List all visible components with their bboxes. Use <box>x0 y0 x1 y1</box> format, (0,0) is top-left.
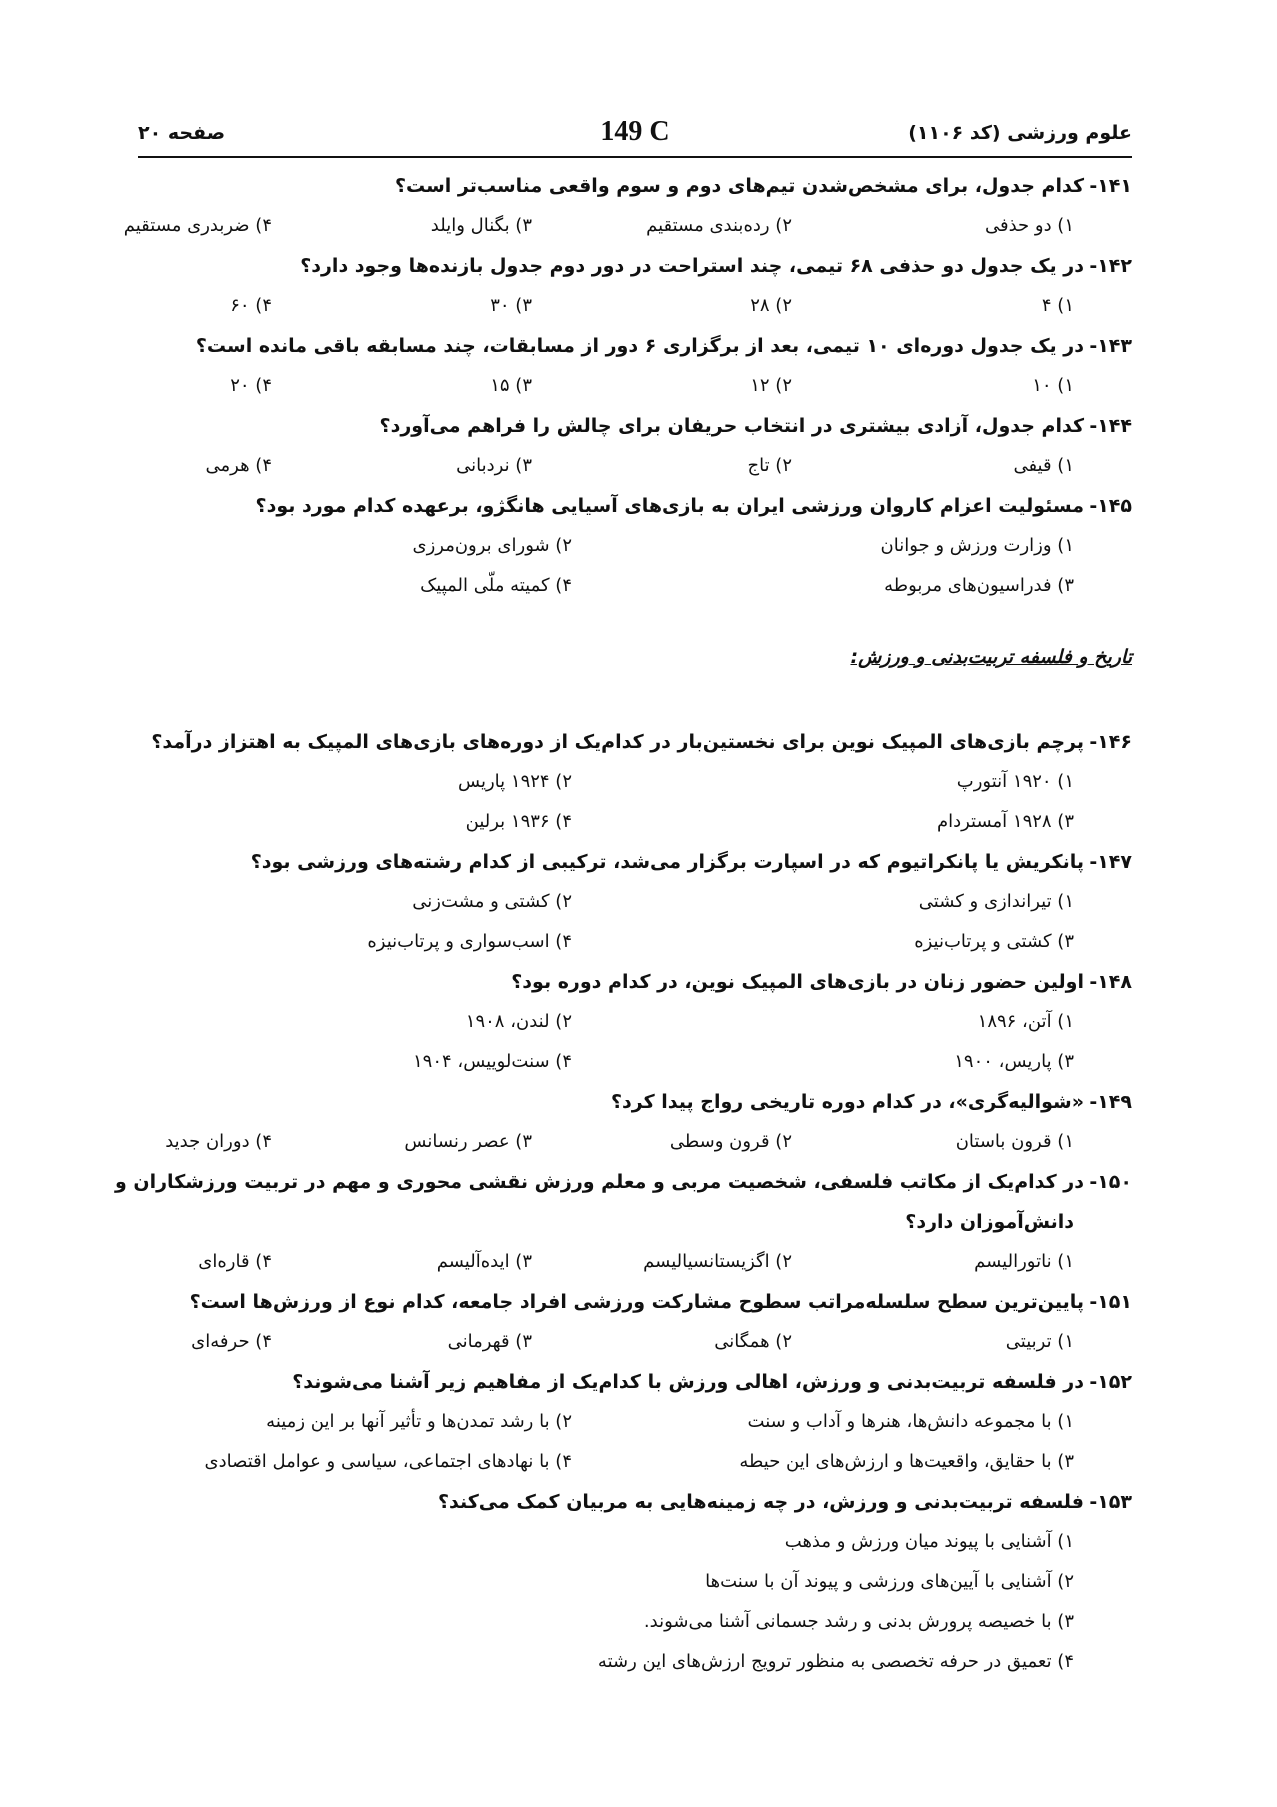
option-2: ۲) ۲۸ <box>750 295 792 316</box>
question-text: در فلسفه تربیت‌بدنی و ورزش، اهالی ورزش با کدام‌یک از مفاهیم زیر آشنا می‌شوند؟ <box>292 1371 1084 1393</box>
option-1: ۱) ۴ <box>1041 295 1074 316</box>
question-text: در یک جدول دوره‌ای ۱۰ تیمی، بعد از برگزاری ۶ دور از مسابقات، چند مسابقه باقی مانده است؟ <box>195 335 1084 357</box>
option-2: ۲) تاج <box>747 455 792 476</box>
question-text-continued: دانش‌آموزان دارد؟ <box>905 1211 1074 1233</box>
option-4: ۴) اسب‌سواری و پرتاب‌نیزه <box>367 931 572 952</box>
question-147 <box>120 842 1132 962</box>
options-row <box>120 526 1132 566</box>
question-text: پانکریش یا پانکراتیوم که در اسپارت برگزار می‌شد، ترکیبی از کدام رشته‌های ورزشی بود؟ <box>250 851 1084 873</box>
option-3: ۳) پاریس، ۱۹۰۰ <box>954 1051 1074 1072</box>
page-number: صفحه ۲۰ <box>138 122 226 144</box>
option-1: ۱) قرون باستان <box>955 1131 1074 1152</box>
question-text: اولین حضور زنان در بازی‌های المپیک نوین، در کدام دوره بود؟ <box>511 971 1084 993</box>
option-3: ۳) عصر رنسانس <box>404 1131 532 1152</box>
options-row <box>120 1402 1132 1442</box>
question-stem <box>120 326 1132 366</box>
question-149 <box>120 1082 1132 1162</box>
option-4: ۴) سنت‌لوییس، ۱۹۰۴ <box>413 1051 572 1072</box>
question-number: ۱۴۱- <box>1089 175 1132 197</box>
option-3: ۳) کشتی و پرتاب‌نیزه <box>914 931 1074 952</box>
options-row <box>120 1442 1132 1482</box>
question-text: فلسفه تربیت‌بدنی و ورزش، در چه زمینه‌هایی به مربیان کمک می‌کند؟ <box>437 1491 1084 1513</box>
question-text: پایین‌ترین سطح سلسله‌مراتب سطوح مشارکت ورزشی افراد جامعه، کدام نوع از ورزش‌ها است؟ <box>189 1291 1084 1313</box>
option-2: ۲) همگانی <box>714 1331 792 1352</box>
option-3: ۳) ۳۰ <box>490 295 532 316</box>
question-153 <box>120 1482 1132 1682</box>
options-row <box>120 882 1132 922</box>
option-1: ۱) با مجموعه دانش‌ها، هنرها و آداب و سنت <box>747 1411 1074 1432</box>
question-number: ۱۴۵- <box>1089 495 1132 517</box>
question-number: ۱۴۸- <box>1089 971 1132 993</box>
question-number: ۱۵۲- <box>1089 1371 1132 1393</box>
options-row <box>120 802 1132 842</box>
booklet-code: 149 C <box>600 116 670 147</box>
options-row <box>120 1242 1132 1282</box>
option-2: ۲) اگزیستانسیالیسم <box>643 1251 792 1272</box>
option-4: ۴) قاره‌ای <box>198 1251 272 1272</box>
options-row <box>120 762 1132 802</box>
options-row <box>120 1002 1132 1042</box>
option-4: ۴) ۱۹۳۶ برلین <box>465 811 572 832</box>
option-4: ۴) حرفه‌ای <box>191 1331 272 1352</box>
question-number: ۱۴۷- <box>1089 851 1132 873</box>
question-146 <box>120 722 1132 842</box>
question-141 <box>120 166 1132 246</box>
question-stem <box>114 1162 1132 1202</box>
option-1: ۱) قیفی <box>1013 455 1074 476</box>
question-number: ۱۵۰- <box>1089 1171 1132 1193</box>
question-stem <box>120 1482 1132 1522</box>
question-145 <box>120 486 1132 606</box>
options-row <box>120 1042 1132 1082</box>
question-stem <box>120 486 1132 526</box>
question-number: ۱۵۳- <box>1089 1491 1132 1513</box>
option-4: ۴) ۲۰ <box>230 375 272 396</box>
question-number: ۱۴۶- <box>1089 731 1132 753</box>
option-2: ۲) رده‌بندی مستقیم <box>646 215 792 236</box>
question-151 <box>120 1282 1132 1362</box>
options-row <box>120 206 1132 246</box>
option-1: ۱) آتن، ۱۸۹۶ <box>977 1011 1074 1032</box>
option-1: ۱) آشنایی با پیوند میان ورزش و مذهب <box>784 1531 1074 1552</box>
option-4: ۴) ۶۰ <box>230 295 272 316</box>
option-3: ۳) بگنال وایلد <box>430 215 532 236</box>
option-4: ۴) تعمیق در حرفه تخصصی به منظور ترویج ارزش‌های این رشته <box>597 1651 1074 1672</box>
question-144 <box>120 406 1132 486</box>
question-number: ۱۴۲- <box>1089 255 1132 277</box>
question-text: کدام جدول، برای مشخص‌شدن تیم‌های دوم و سوم واقعی مناسب‌تر است؟ <box>394 175 1084 197</box>
option-4: ۴) کمیته ملّی المپیک <box>420 575 572 596</box>
option-2: ۲) ۱۹۲۴ پاریس <box>458 771 572 792</box>
question-stem <box>120 1082 1132 1122</box>
option-1: ۱) وزارت ورزش و جوانان <box>880 535 1074 556</box>
question-148 <box>120 962 1132 1082</box>
question-text: مسئولیت اعزام کاروان ورزشی ایران به بازی‌های آسیایی هانگژو، برعهده کدام مورد بود؟ <box>255 495 1084 517</box>
question-stem <box>120 166 1132 206</box>
option-2: ۲) آشنایی با آیین‌های ورزشی و پیوند آن با سنت‌ها <box>705 1571 1074 1592</box>
option-4: ۴) هرمی <box>205 455 272 476</box>
question-152 <box>120 1362 1132 1482</box>
option-3: ۳) قهرمانی <box>447 1331 532 1352</box>
option-3: ۳) با خصیصه پرورش بدنی و رشد جسمانی آشنا می‌شوند. <box>643 1611 1074 1632</box>
options-row <box>120 1322 1132 1362</box>
options-row <box>120 566 1132 606</box>
question-text: در یک جدول دو حذفی ۶۸ تیمی، چند استراحت در دور دوم جدول بازنده‌ها وجود دارد؟ <box>300 255 1084 277</box>
option-1: ۱) ناتورالیسم <box>974 1251 1074 1272</box>
option-2: ۲) ۱۲ <box>750 375 792 396</box>
question-stem <box>120 722 1132 762</box>
question-stem <box>120 406 1132 446</box>
question-number: ۱۴۴- <box>1089 415 1132 437</box>
page-header <box>138 116 1132 158</box>
question-143 <box>120 326 1132 406</box>
option-3: ۳) ایده‌آلیسم <box>436 1251 532 1272</box>
question-150 <box>114 1162 1132 1282</box>
option-4: ۴) ضربدری مستقیم <box>123 215 272 236</box>
options-row <box>120 922 1132 962</box>
options-row <box>120 286 1132 326</box>
question-number: ۱۵۱- <box>1089 1291 1132 1313</box>
option-3: ۳) ۱۹۲۸ آمستردام <box>936 811 1074 832</box>
question-stem <box>120 1362 1132 1402</box>
question-stem <box>120 962 1132 1002</box>
question-stem <box>120 1282 1132 1322</box>
question-number: ۱۴۹- <box>1089 1091 1132 1113</box>
option-4: ۴) با نهادهای اجتماعی، سیاسی و عوامل اقتصادی <box>204 1451 572 1472</box>
option-1: ۱) ۱۹۲۰ آنتورپ <box>956 771 1074 792</box>
option-3: ۳) فدراسیون‌های مربوطه <box>884 575 1074 596</box>
option-2: ۲) با رشد تمدن‌ها و تأثیر آنها بر این زمینه <box>266 1411 572 1432</box>
options-row <box>120 1122 1132 1162</box>
question-text: کدام جدول، آزادی بیشتری در انتخاب حریفان برای چالش را فراهم می‌آورد؟ <box>379 415 1084 437</box>
option-2: ۲) کشتی و مشت‌زنی <box>412 891 572 912</box>
option-1: ۱) تربیتی <box>1005 1331 1074 1352</box>
question-text: در کدام‌یک از مکاتب فلسفی، شخصیت مربی و معلم ورزش نقشی محوری و مهم در تربیت ورزشکاران و <box>114 1171 1084 1193</box>
option-4: ۴) دوران جدید <box>165 1131 272 1152</box>
option-2: ۲) لندن، ۱۹۰۸ <box>465 1011 572 1032</box>
option-1: ۱) تیراندازی و کشتی <box>918 891 1074 912</box>
option-1: ۱) دو حذفی <box>984 215 1074 236</box>
option-3: ۳) نردبانی <box>456 455 532 476</box>
question-stem <box>120 842 1132 882</box>
option-3: ۳) ۱۵ <box>490 375 532 396</box>
question-text: پرچم بازی‌های المپیک نوین برای نخستین‌بار در کدام‌یک از دوره‌های بازی‌های المپیک به اهتزاز درآمد؟ <box>151 731 1084 753</box>
option-2: ۲) شورای برون‌مرزی <box>412 535 572 556</box>
question-text: «شوالیه‌گری»، در کدام دوره تاریخی رواج پیدا کرد؟ <box>611 1091 1084 1113</box>
option-1: ۱) ۱۰ <box>1032 375 1074 396</box>
option-2: ۲) قرون وسطی <box>669 1131 792 1152</box>
option-3: ۳) با حقایق، واقعیت‌ها و ارزش‌های این حیطه <box>739 1451 1074 1472</box>
question-stem <box>120 246 1132 286</box>
question-142 <box>120 246 1132 326</box>
question-number: ۱۴۳- <box>1089 335 1132 357</box>
options-row <box>120 366 1132 406</box>
options-row <box>120 446 1132 486</box>
section-title: تاریخ و فلسفه تربیت‌بدنی و ورزش: <box>850 646 1132 668</box>
exam-subject-title: علوم ورزشی (کد ۱۱۰۶) <box>908 122 1132 144</box>
